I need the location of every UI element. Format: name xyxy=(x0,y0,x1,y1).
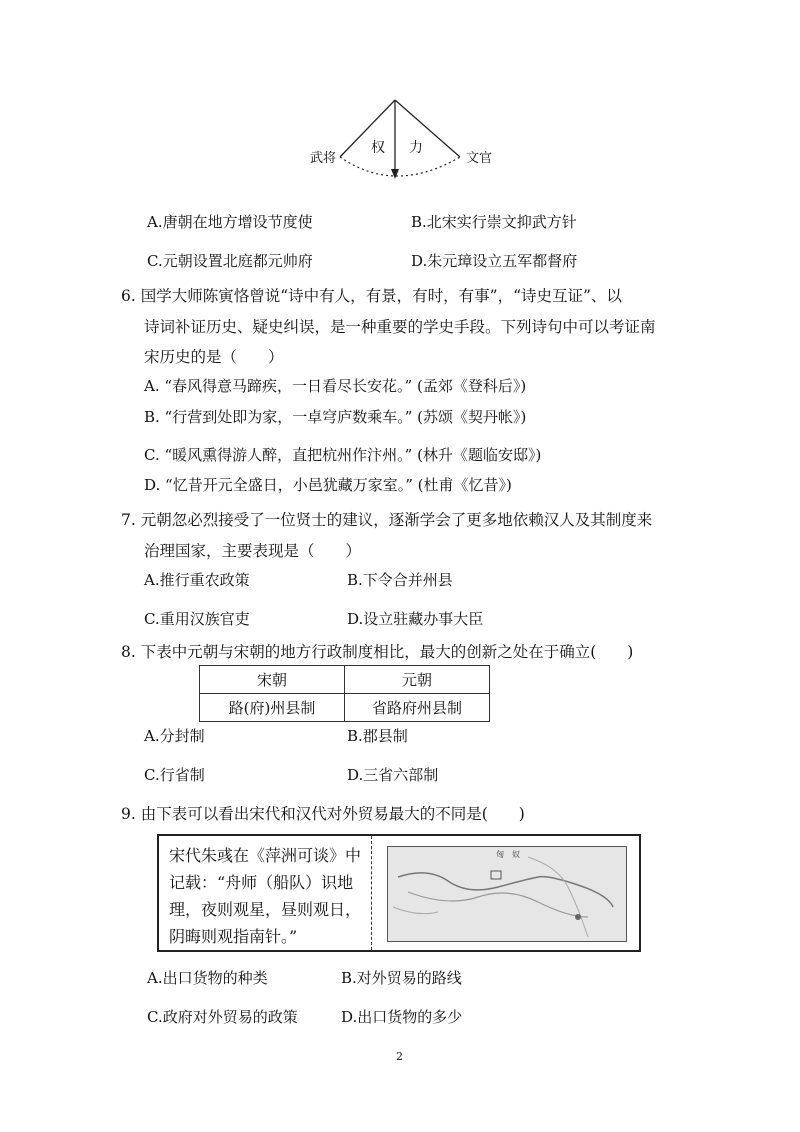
q5-option-b: B.北宋实行崇文抑武方针 xyxy=(411,213,577,231)
table-header-song: 宋朝 xyxy=(200,666,345,694)
q7-stem-line1: 7. 元朝忽必烈接受了一位贤士的建议，逐渐学会了更多地依赖汉人及其制度来 xyxy=(121,511,653,529)
diagram-left-label: 武将 xyxy=(310,151,337,166)
q9-option-a: A.出口货物的种类 xyxy=(147,969,268,987)
table-cell-song: 路(府)州县制 xyxy=(200,694,345,722)
q8-option-c: C.行省制 xyxy=(144,766,205,784)
q9-stem: 9. 由下表可以看出宋代和汉代对外贸易最大的不同是( ) xyxy=(121,805,525,823)
silk-road-map xyxy=(387,846,627,942)
q6-stem-line1: 6. 国学大师陈寅恪曾说“诗中有人，有景，有时，有事”，“诗史互证”、以 xyxy=(121,287,622,305)
map-label-xiongnu: 匈 奴 xyxy=(496,850,520,859)
q8-option-b: B.郡县制 xyxy=(347,727,408,745)
table-header-row xyxy=(200,666,490,694)
q9-quote: 宋代朱彧在《萍洲可谈》中记载：“舟师（船队）识地理，夜则观星，昼则观日，阴晦则观指南针。” xyxy=(169,846,362,946)
table-row xyxy=(200,694,490,722)
q6-option-a: A. “春风得意马蹄疾，一日看尽长安花。” (孟郊《登科后》) xyxy=(144,377,527,395)
q9-option-c: C.政府对外贸易的政策 xyxy=(147,1008,298,1026)
page-number: 2 xyxy=(396,1050,403,1063)
q8-option-a: A.分封制 xyxy=(144,727,205,745)
q8-table xyxy=(199,665,490,722)
table-header-yuan: 元朝 xyxy=(345,666,490,694)
q6-option-c: C. “暖风熏得游人醉，直把杭州作汴州。” (林升《题临安邸》) xyxy=(144,446,542,464)
q8-stem: 8. 下表中元朝与宋朝的地方行政制度相比，最大的创新之处在于确立( ) xyxy=(121,643,634,661)
q6-stem-line3: 宋历史的是（ ） xyxy=(144,348,284,366)
q7-option-c: C.重用汉族官吏 xyxy=(144,610,250,628)
power-diagram xyxy=(300,95,510,185)
diagram-right-label: 文官 xyxy=(466,151,493,166)
q7-option-a: A.推行重农政策 xyxy=(144,571,250,589)
q7-stem-line2: 治理国家，主要表现是（ ） xyxy=(144,542,362,560)
q5-option-a: A.唐朝在地方增设节度使 xyxy=(147,213,313,231)
diagram-left-char: 权 xyxy=(371,140,385,156)
q5-option-d: D.朱元璋设立五军都督府 xyxy=(411,252,578,270)
q8-option-d: D.三省六部制 xyxy=(347,766,439,784)
diagram-right-char: 力 xyxy=(409,140,423,156)
map-route-icon xyxy=(388,847,626,941)
q9-material-box xyxy=(157,834,641,952)
q6-option-b: B. “行营到处即为家，一卓穹庐数乘车。” (苏颂《契丹帐》) xyxy=(144,408,527,426)
q6-stem-line2: 诗词补证历史、疑史纠误，是一种重要的学史手段。下列诗句中可以考证南 xyxy=(144,318,656,336)
q9-option-b: B.对外贸易的路线 xyxy=(341,969,462,987)
q7-option-d: D.设立驻藏办事大臣 xyxy=(347,610,484,628)
q5-option-c: C.元朝设置北庭都元帅府 xyxy=(147,252,313,270)
q9-option-d: D.出口货物的多少 xyxy=(341,1008,463,1026)
q9-divider xyxy=(371,836,372,950)
q7-option-b: B.下令合并州县 xyxy=(347,571,453,589)
table-cell-yuan: 省路府州县制 xyxy=(345,694,490,722)
q6-option-d: D. “忆昔开元全盛日，小邑犹藏万家室。” (杜甫《忆昔》) xyxy=(144,476,512,494)
